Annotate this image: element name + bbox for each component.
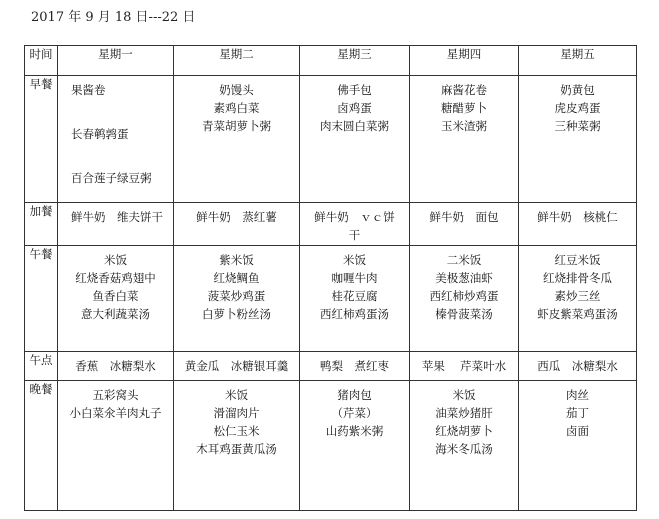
menu-item: 鲜牛奶 面包 [429,210,499,224]
meal-label-snack-pm: 午点 [25,352,58,381]
menu-item: 西红柿鸡蛋汤 [320,307,389,321]
menu-item: 茄丁 [566,406,589,420]
menu-item: 鲜牛奶 维夫饼干 [71,210,163,224]
menu-item: 榛骨菠菜汤 [435,307,493,321]
menu-cell-breakfast-wed [300,76,410,203]
meal-row-dinner [25,381,637,511]
day-header-tue: 星期二 [174,46,300,76]
weekly-menu-table [24,45,637,511]
menu-item: 佛手包 [337,83,372,97]
menu-cell-lunch-thu [410,246,519,352]
menu-item: 苹果 芹菜叶水 [421,359,507,373]
menu-item: 米饭 [104,253,127,267]
menu-cell-snack-am-wed [300,203,410,246]
menu-cell-lunch-fri [519,246,637,352]
menu-item: 紫米饭 [219,253,254,267]
menu-item: 青菜胡萝卜粥 [202,119,271,133]
menu-item: 鲜牛奶 蒸红薯 [196,210,277,224]
menu-cell-lunch-wed [300,246,410,352]
menu-cell-snack-am-fri [519,203,637,246]
menu-cell-breakfast-tue [174,76,300,203]
menu-item [58,104,173,126]
page-heading: 2017 年 9 月 18 日---22 日 [31,10,196,25]
menu-item: 鱼香白菜 [92,289,139,303]
menu-cell-dinner-wed [300,381,410,511]
menu-item: 三种菜粥 [554,119,601,133]
menu-item: 二米饭 [446,253,482,267]
menu-item: 米饭 [225,388,248,402]
menu-item [58,148,173,170]
menu-item: 鲜牛奶 ｖｃ饼 [314,210,395,224]
menu-item: 虎皮鸡蛋 [554,101,601,115]
menu-cell-breakfast-fri [519,76,637,203]
menu-item: 玉米渣粥 [441,119,487,133]
meal-row-snack-am [25,203,637,246]
menu-cell-breakfast-thu [410,76,519,203]
menu-item: 红烧排骨冬瓜 [543,271,612,285]
menu-item: 美极葱油虾 [435,271,493,285]
menu-item: 五彩窝头 [92,388,139,402]
menu-cell-snack-pm-wed [300,352,410,381]
menu-item: 意大利蔬菜汤 [81,307,150,321]
menu-item: 奶馒头 [219,83,254,97]
menu-item: 肉末圆白菜粥 [320,119,389,133]
menu-cell-snack-am-mon [58,203,174,246]
menu-item: 红烧香菇鸡翅中 [75,271,156,285]
menu-item: （芹菜） [331,406,378,420]
menu-item: 米饭 [343,253,366,267]
header-row [25,46,637,76]
meal-label-lunch: 午餐 [25,246,58,352]
meal-label-dinner: 晚餐 [25,381,58,511]
menu-item: 麻酱花卷 [441,83,487,97]
menu-item: 海米冬瓜汤 [435,442,493,456]
menu-item: 木耳鸡蛋黄瓜汤 [196,442,277,456]
menu-item: 小白菜氽羊肉丸子 [69,406,162,420]
meal-column-header: 时间 [25,46,58,76]
menu-item: 奶黄包 [560,83,595,97]
menu-item: 鸭梨 煮红枣 [320,359,389,373]
menu-item: 鲜牛奶 核桃仁 [537,210,618,224]
menu-item: 肉丝 [566,388,589,402]
menu-cell-dinner-fri [519,381,637,511]
menu-item: 菠菜炒鸡蛋 [207,289,266,303]
menu-item: 干 [348,228,361,242]
menu-item: 红烧鲷鱼 [213,271,260,285]
menu-item: 糖醋萝卜 [441,101,487,115]
menu-item: 素鸡白菜 [213,101,260,115]
menu-item: 长春鹌鹑蛋 [71,127,129,141]
meal-row-snack-pm [25,352,637,381]
menu-item: 油菜炒猪肝 [435,406,493,420]
menu-item: 白萝卜粉丝汤 [202,307,271,321]
menu-cell-dinner-mon [58,381,174,511]
menu-item: 松仁玉米 [213,424,260,438]
menu-item: 黄金瓜 冰糖银耳羹 [184,359,289,373]
day-header-mon: 星期一 [58,46,174,76]
menu-item: 西红柿炒鸡蛋 [429,289,499,303]
menu-cell-snack-pm-mon [58,352,174,381]
meal-row-breakfast [25,76,637,203]
menu-cell-snack-pm-fri [519,352,637,381]
menu-item: 红豆米饭 [554,253,601,267]
meal-row-lunch [25,246,637,352]
menu-item: 百合莲子绿豆粥 [71,171,152,185]
menu-item: 滑溜肉片 [213,406,260,420]
menu-cell-snack-pm-tue [174,352,300,381]
menu-cell-dinner-thu [410,381,519,511]
menu-item: 猪肉包 [337,388,372,402]
meal-label-snack-am: 加餐 [25,203,58,246]
menu-cell-dinner-tue [174,381,300,511]
menu-cell-snack-pm-thu [410,352,519,381]
menu-item: 素炒三丝 [554,289,601,303]
menu-item: 米饭 [452,388,476,402]
menu-cell-snack-am-thu [410,203,519,246]
menu-item: 咖喱牛肉 [331,271,378,285]
menu-item: 卤鸡蛋 [337,101,372,115]
menu-item: 红烧胡萝卜 [435,424,493,438]
menu-item: 山药紫米粥 [325,424,384,438]
menu-item: 虾皮紫菜鸡蛋汤 [537,307,618,321]
menu-cell-snack-am-tue [174,203,300,246]
menu-item: 香蕉 冰糖梨水 [75,359,156,373]
day-header-thu: 星期四 [410,46,519,76]
menu-item: 西瓜 冰糖梨水 [537,359,618,373]
day-header-wed: 星期三 [300,46,410,76]
menu-item: 果酱卷 [71,83,106,97]
menu-cell-lunch-tue [174,246,300,352]
menu-cell-lunch-mon [58,246,174,352]
day-header-fri: 星期五 [519,46,637,76]
menu-item: 桂花豆腐 [331,289,378,303]
menu-cell-breakfast-mon [58,76,174,203]
menu-item: 卤面 [566,424,589,438]
meal-label-breakfast: 早餐 [25,76,58,203]
